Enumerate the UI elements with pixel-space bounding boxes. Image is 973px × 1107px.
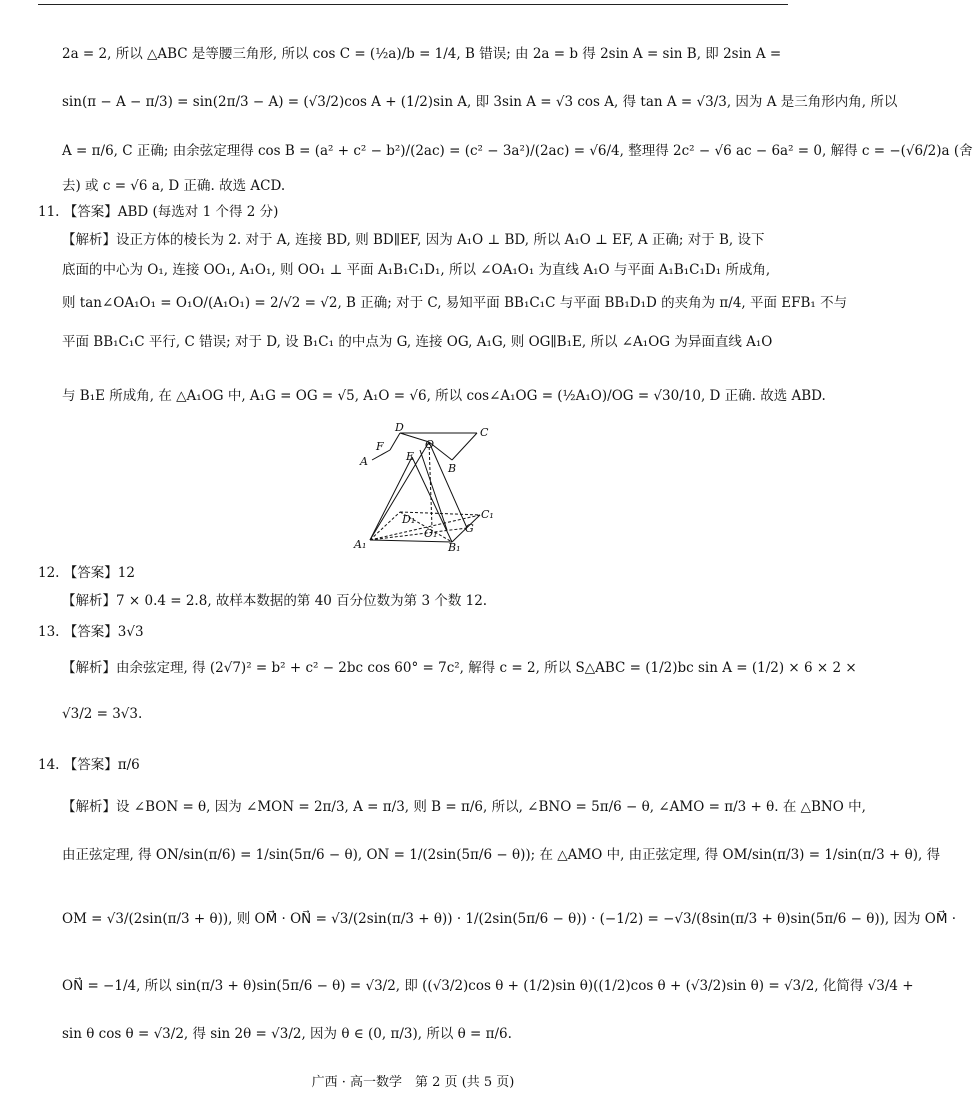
label-O: O xyxy=(425,438,435,451)
top-border xyxy=(38,4,788,5)
label-C1: C₁ xyxy=(481,508,494,521)
question-13-answer: 13. 【答案】3√3 xyxy=(38,624,144,640)
text-line: √3/2 = 3√3. xyxy=(62,706,143,722)
label-E: E xyxy=(406,450,415,463)
text-line: 去) 或 c = √6 a, D 正确. 故选 ACD. xyxy=(62,178,286,194)
text-line: 底面的中心为 O₁, 连接 OO₁, A₁O₁, 则 OO₁ ⊥ 平面 A₁B₁C₁D₁, 所以 ∠OA₁O₁ 为直线 A₁O 与平面 A₁B₁C₁D₁ 所成角, xyxy=(62,262,771,278)
text-line: 与 B₁E 所成角, 在 △A₁OG 中, A₁G = OG = √5, A₁O = √6, 所以 cos∠A₁OG = (½A₁O)/OG = √30/10, D 正确. 故选 ABD. xyxy=(62,388,826,404)
text-line: 由正弦定理, 得 ON/sin(π/6) = 1/sin(5π/6 − θ), ON = 1/(2sin(5π/6 − θ)); 在 △AMO 中, 由正弦定理, 得 OM/sin(π/3) = 1/sin(π/3 + θ), 得 xyxy=(62,847,941,863)
label-C: C xyxy=(480,426,489,439)
cube-figure xyxy=(352,420,502,556)
label-O1: O₁ xyxy=(424,527,438,540)
label-A1: A₁ xyxy=(354,538,367,551)
label-B1: B₁ xyxy=(448,541,461,554)
label-D: D xyxy=(395,421,404,434)
text-line: 【解析】由余弦定理, 得 (2√7)² = b² + c² − 2bc cos 60° = 7c², 解得 c = 2, 所以 S△ABC = (1/2)bc sin A = (1/2) × 6 × 2 × xyxy=(62,660,857,676)
text-line: sin θ cos θ = √3/2, 得 sin 2θ = √3/2, 因为 θ ∈ (0, π/3), 所以 θ = π/6. xyxy=(62,1026,512,1042)
text-line: 2a = 2, 所以 △ABC 是等腰三角形, 所以 cos C = (½a)/b = 1/4, B 错误; 由 2a = b 得 2sin A = sin B, 即 2sin A = xyxy=(62,46,782,62)
page-footer: 广西 · 高一数学 第 2 页 (共 5 页) xyxy=(311,1075,515,1090)
label-F: F xyxy=(376,440,384,453)
question-12-answer: 12. 【答案】12 xyxy=(38,565,135,581)
label-A: A xyxy=(360,455,368,468)
text-line: 平面 BB₁C₁C 平行, C 错误; 对于 D, 设 B₁C₁ 的中点为 G, 连接 OG, A₁G, 则 OG∥B₁E, 所以 ∠A₁OG 为异面直线 A₁O xyxy=(62,334,773,350)
text-line: 【解析】7 × 0.4 = 2.8, 故样本数据的第 40 百分位数为第 3 个数 12. xyxy=(62,593,488,609)
text-line: sin(π − A − π/3) = sin(2π/3 − A) = (√3/2)cos A + (1/2)sin A, 即 3sin A = √3 cos A, 得 tan A = √3/3, 因为 A 是三角形内角, 所以 xyxy=(62,94,898,110)
question-14-answer: 14. 【答案】π/6 xyxy=(38,757,140,773)
text-line: 则 tan∠OA₁O₁ = O₁O/(A₁O₁) = 2/√2 = √2, B 正确; 对于 C, 易知平面 BB₁C₁C 与平面 BB₁D₁D 的夹角为 π/4, 平面 EFB₁ 不与 xyxy=(62,295,848,311)
text-line: 【解析】设 ∠BON = θ, 因为 ∠MON = 2π/3, A = π/3, 则 B = π/6, 所以, ∠BNO = 5π/6 − θ, ∠AMO = π/3 + θ. 在 △BNO 中, xyxy=(62,799,866,815)
question-11-answer: 11. 【答案】ABD (每选对 1 个得 2 分) xyxy=(38,204,279,220)
label-G: G xyxy=(465,522,474,535)
text-line: OM = √3/(2sin(π/3 + θ)), 则 OM⃗ · ON⃗ = √3/(2sin(π/3 + θ)) · 1/(2sin(5π/6 − θ)) · (−1/2) = −√3/(8sin(π/3 + θ)sin(5π/6 − θ)), 因为 OM⃗ · xyxy=(62,911,957,927)
label-B: B xyxy=(448,462,457,475)
label-D1: D₁ xyxy=(402,513,416,526)
cube-diagram xyxy=(352,420,502,556)
text-line: ON⃗ = −1/4, 所以 sin(π/3 + θ)sin(5π/6 − θ) = √3/2, 即 ((√3/2)cos θ + (1/2)sin θ)((1/2)cos θ + (√3/2)sin θ) = √3/2, 化简得 √3/4 + xyxy=(62,978,914,994)
text-line: 【解析】设正方体的棱长为 2. 对于 A, 连接 BD, 则 BD∥EF, 因为 A₁O ⊥ BD, 所以 A₁O ⊥ EF, A 正确; 对于 B, 设下 xyxy=(62,232,765,248)
text-line: A = π/6, C 正确; 由余弦定理得 cos B = (a² + c² − b²)/(2ac) = (c² − 3a²)/(2ac) = √6/4, 整理得 2c² − √6 ac − 6a² = 0, 解得 c = −(√6/2)a (舍 xyxy=(62,143,973,159)
